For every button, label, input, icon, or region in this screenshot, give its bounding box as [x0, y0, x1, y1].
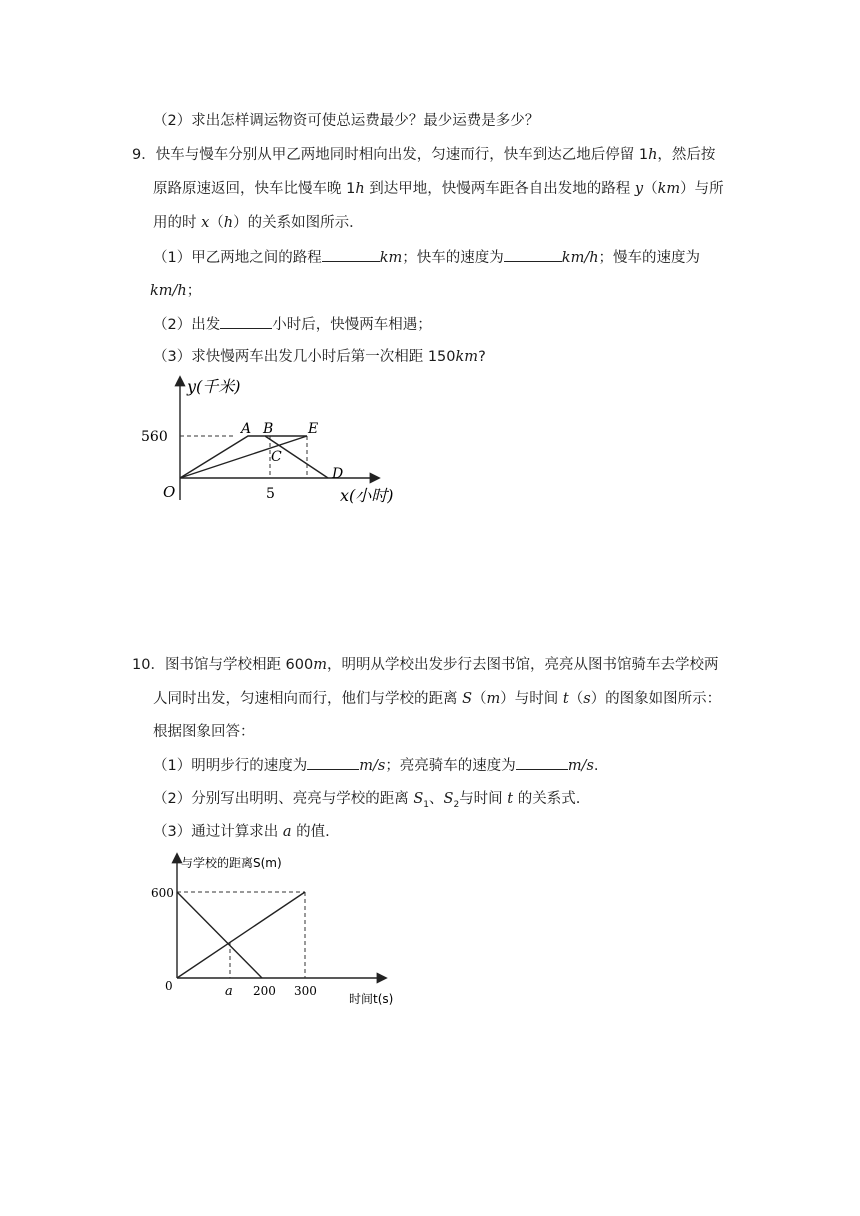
q10-y-tick-600: 600: [151, 886, 174, 900]
q9-text: ；: [186, 283, 202, 299]
q10-text: .: [593, 758, 599, 774]
answer-blank[interactable]: [220, 314, 272, 329]
var-s: S: [462, 691, 473, 707]
q9-text: （1）甲乙两地之间的路程: [153, 250, 322, 266]
unit-h: h: [355, 181, 365, 197]
answer-blank[interactable]: [322, 247, 380, 262]
q9-fast-car-line: [180, 436, 328, 478]
q10-stem-line-2: [153, 689, 721, 709]
q10-text: 与时间: [459, 791, 508, 807]
q9-text: 小时后，快慢两车相遇；: [272, 317, 432, 333]
q9-text: 用的时: [153, 215, 202, 231]
q9-stem-line-3: [153, 213, 364, 233]
q9-point-c: C: [271, 449, 282, 465]
q10-text: 、: [429, 791, 444, 807]
q10-x-tick-300: 300: [294, 984, 317, 998]
q10-text: （3）通过计算求出: [153, 824, 283, 840]
unit-s: s: [583, 691, 591, 707]
q10-stem-line-1: [132, 655, 719, 675]
unit-ms: m/s: [359, 758, 386, 774]
answer-blank[interactable]: [307, 755, 359, 770]
unit-h: h: [223, 215, 234, 231]
q10-text: （: [472, 691, 487, 707]
q9-text: ；快车的速度为: [402, 250, 504, 266]
q9-part-1: [153, 247, 700, 268]
q9-x-tick-5: 5: [266, 486, 275, 502]
q10-origin-label: 0: [165, 979, 173, 993]
var-t: t: [507, 791, 514, 807]
q10-x-tick-200: 200: [253, 984, 276, 998]
var-s1: S: [413, 791, 424, 807]
var-t: t: [562, 691, 569, 707]
q9-origin-label: O: [163, 483, 176, 501]
q9-part-1-cont: [150, 281, 201, 301]
unit-kmh: km/h: [150, 283, 187, 299]
q9-text: ；慢车的速度为: [598, 250, 701, 266]
q9-text: 原路原速返回，快车比慢车晚 1: [153, 181, 356, 197]
unit-kmh: km/h: [561, 250, 599, 266]
q10-text: ）与时间: [500, 691, 563, 707]
q9-text: 到达甲地，快慢两车距各自出发地的路程: [364, 181, 635, 197]
q9-text: （3）求快慢两车出发几小时后第一次相距 150: [153, 349, 456, 365]
unit-ms: m/s: [567, 758, 594, 774]
q9-text: （: [209, 215, 224, 231]
q10-part-2: [153, 789, 580, 815]
q9-point-d: D: [332, 466, 344, 482]
q9-text: ）的关系如图所示．: [233, 215, 364, 231]
unit-m: m: [313, 657, 327, 673]
unit-h: h: [648, 147, 658, 163]
q10-text: ，明明从学校出发步行去图书馆，亮亮从图书馆骑车去学校两: [327, 657, 719, 673]
subscript: 2: [453, 799, 460, 810]
q10-text: 10．图书馆与学校相距 600: [132, 657, 314, 673]
answer-blank[interactable]: [504, 247, 562, 262]
q10-text: ；亮亮骑车的速度为: [385, 758, 516, 774]
var-s2: S: [443, 791, 454, 807]
q9-text: ?: [478, 349, 486, 365]
q10-y-axis-label: 与学校的距离S(m): [181, 856, 282, 870]
q10-graph: [145, 845, 405, 1005]
q10-text: （1）明明步行的速度为: [153, 758, 308, 774]
unit-m: m: [486, 691, 501, 707]
unit-km: km: [455, 349, 479, 365]
q9-slow-car-line: [180, 436, 307, 478]
q10-text: 人同时出发，匀速相向而行，他们与学校的距离: [153, 691, 463, 707]
q9-y-axis-label: y(千米): [187, 377, 241, 396]
q9-stem-line-2: [153, 179, 724, 199]
q9-text: 9．快车与慢车分别从甲乙两地同时相向出发，匀速而行，快车到达乙地后停留 1: [132, 147, 649, 163]
q10-text: 的值.: [291, 824, 330, 840]
var-y: y: [634, 181, 644, 197]
q9-part-3: [153, 347, 486, 367]
var-a: a: [282, 824, 292, 840]
q9-part-2: [153, 314, 432, 335]
q9-stem-line-1: [132, 145, 715, 165]
q10-liangliang-line: [177, 892, 262, 978]
q9-text: （2）出发: [153, 317, 221, 333]
q9-text: ，然后按: [657, 147, 716, 163]
q10-x-tick-a: a: [225, 984, 233, 999]
q9-point-a: A: [241, 421, 252, 437]
q9-y-tick-560: 560: [141, 429, 168, 445]
q9-text: ）与所: [680, 181, 724, 197]
q9-x-axis-label: x(小时): [340, 486, 394, 505]
q10-mingming-line: [177, 892, 305, 978]
q10-part-3: [153, 822, 330, 842]
q9-point-e: E: [308, 421, 319, 437]
unit-km: km: [379, 250, 403, 266]
q10-x-axis-label: 时间t(s): [349, 992, 394, 1005]
q10-text: （: [568, 691, 584, 707]
q10-text: 的关系式.: [513, 791, 581, 807]
subscript: 1: [423, 799, 430, 810]
q9-graph: [140, 370, 420, 510]
answer-blank[interactable]: [516, 755, 568, 770]
q9-text: （: [643, 181, 658, 197]
q10-stem-line-3: 根据图象回答：: [153, 724, 255, 740]
q9-point-b: B: [263, 421, 274, 437]
q10-text: （2）分别写出明明、亮亮与学校的距离: [153, 791, 414, 807]
q10-text: ）的图象如图所示：: [590, 691, 722, 707]
unit-km: km: [657, 181, 681, 197]
prev-question-part-2: （2）求出怎样调运物资可使总运费最少？最少运费是多少？: [153, 113, 540, 129]
var-x: x: [201, 215, 210, 231]
q10-part-1: [153, 755, 599, 776]
